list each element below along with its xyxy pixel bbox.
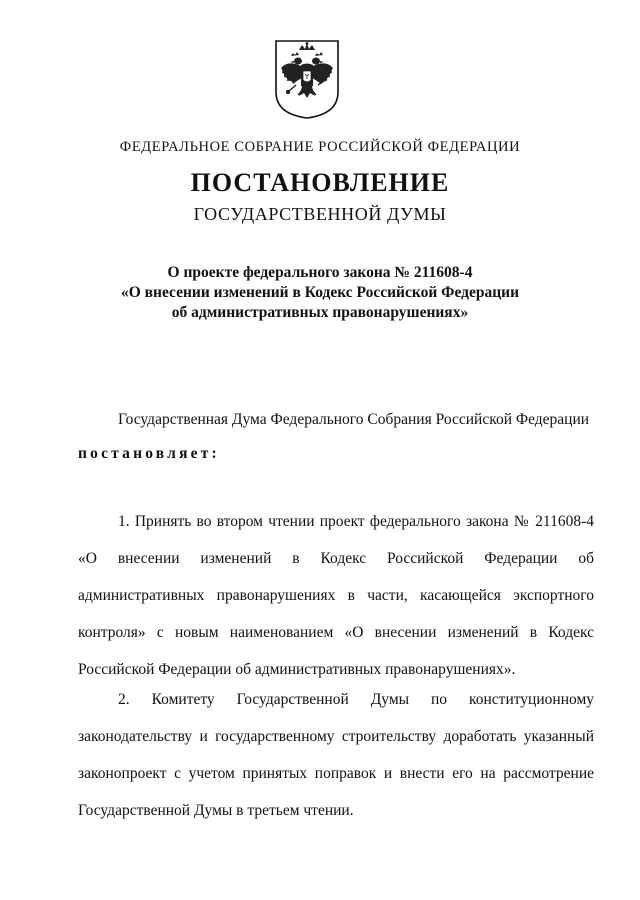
organization-name: ФЕДЕРАЛЬНОЕ СОБРАНИЕ РОССИЙСКОЙ ФЕДЕРАЦИИ: [119, 139, 521, 155]
document-issuer: ГОСУДАРСТВЕННОЙ ДУМЫ: [193, 204, 447, 224]
subject-line: О проекте федерального закона № 211608-4: [167, 264, 473, 281]
decree-word: постановляет:: [78, 445, 220, 462]
subject-line: «О внесении изменений в Кодекс Российской Федерации: [120, 284, 520, 301]
paragraph-item: 2. Комитету Государственной Думы по конституционному законодательству и государственному строительству доработать указанный законопроект с учетом принятых поправок и внести его на рассмотрение Государственной Думы в третьем чтении.: [78, 691, 594, 819]
coat-of-arms-emblem: [272, 38, 342, 120]
paragraph-item: 1. Принять во втором чтении проект федерального закона № 211608-4 «О внесении изменений в Кодекс Российской Федерации об административных правонарушениях в части, касающейся экспортного контроля» с новым наименованием «О внесении изменений в Кодекс Российской Федерации об административных правонарушениях».: [78, 513, 594, 678]
document-subject: [0, 263, 640, 323]
subject-line: об административных правонарушениях»: [171, 304, 469, 321]
document-type-title: ПОСТАНОВЛЕНИЕ: [190, 168, 450, 197]
preamble-text: Государственная Дума Федерального Собрания Российской Федерации: [118, 411, 590, 428]
